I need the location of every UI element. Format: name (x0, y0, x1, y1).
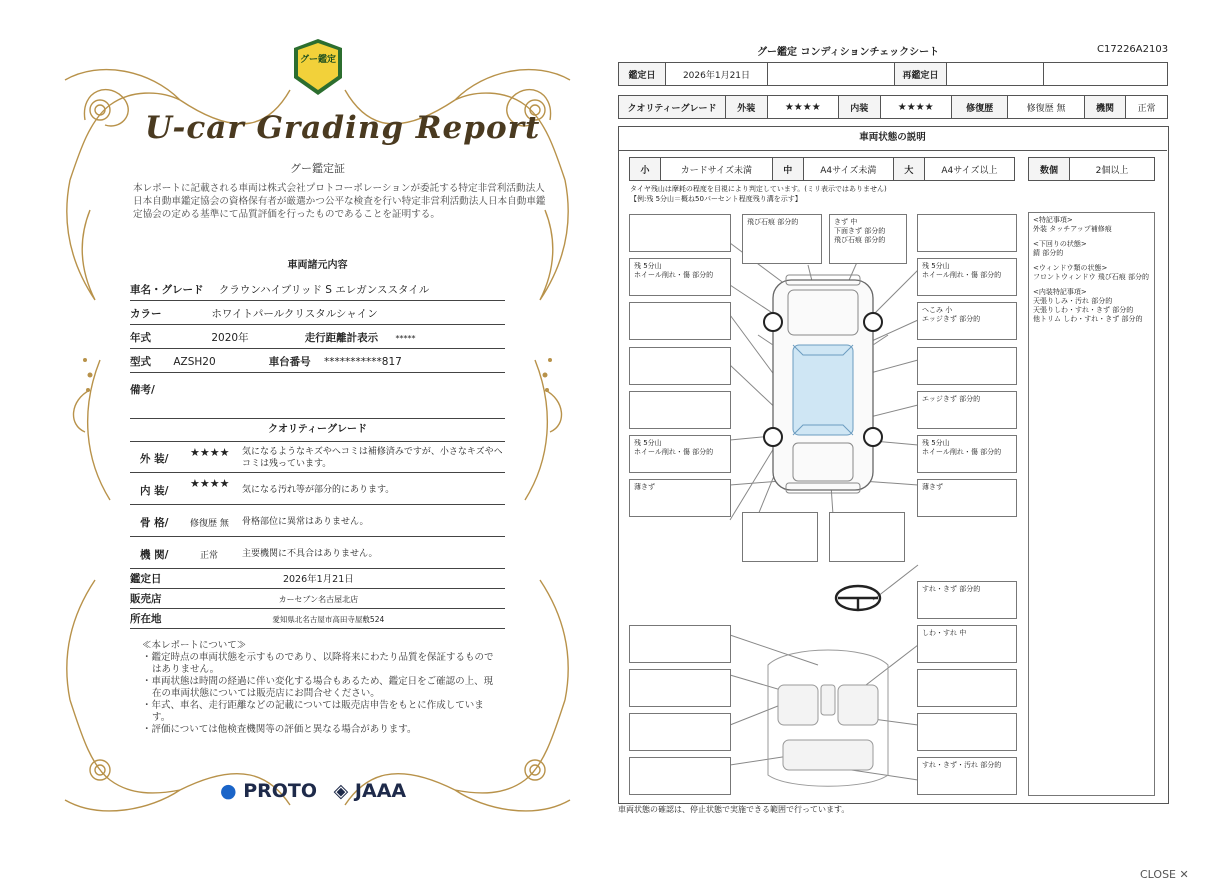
notes-line: 外装 タッチアップ補修痕 (1033, 225, 1112, 233)
damage-box-empty (629, 391, 731, 429)
tire-note: タイヤ残山は摩耗の程度を目視により判定しています。(ミリ表示ではありません) (630, 185, 887, 193)
spec-row-name (130, 280, 505, 301)
notes-heading: <内装特記事項> (1033, 288, 1087, 296)
grade-label: 外 装/ (140, 453, 169, 465)
notes-heading: <下回りの状態> (1033, 240, 1087, 248)
spec-label: 型式 (130, 356, 151, 368)
damage-box-fr-tire (917, 258, 1017, 296)
damage-box-empty (629, 347, 731, 385)
grade-row-engine (130, 538, 505, 569)
grade-stars: ★★★★ (190, 477, 230, 490)
grade-table (618, 95, 1168, 119)
box-line: 薄きず (922, 483, 943, 491)
sheet-footer-note: 車両状態の確認は、停止状態で実施できる範囲で行っています。 (618, 805, 850, 814)
damage-box-rl-tire (629, 435, 731, 473)
box-line: すれ・きず 部分的 (922, 585, 981, 593)
spec-value: ***********817 (324, 356, 402, 368)
spec-value: ***** (395, 334, 416, 343)
spec-label: 年式 (130, 332, 151, 344)
note-item: ・車両状態は時間の経過に伴い変化する場合もあるため、鑑定日をご確認の上、現在の車両状態については販売店にお問合せください。 (142, 676, 494, 699)
sheet-code: C17226A2103 (1097, 44, 1169, 55)
box-line: 残 5分山 (634, 439, 662, 447)
footer-value: 愛知県北名古屋市高田寺屋敷524 (272, 615, 385, 624)
damage-box-right-thin (917, 479, 1017, 517)
close-label: CLOSE (1140, 868, 1177, 881)
legend-desc: 2個以上 (1070, 158, 1155, 181)
report-title: U-car Grading Report (145, 110, 541, 146)
footer-label: 鑑定日 (130, 573, 162, 585)
grade-desc: 主要機関に不具合はありません。 (242, 549, 378, 559)
int-label: 内装 (838, 96, 880, 119)
count-legend (1028, 157, 1155, 181)
box-line: エッジきず 部分的 (922, 395, 981, 403)
spec-label: 備考/ (130, 384, 155, 396)
damage-box-empty (917, 669, 1017, 707)
repair-label: 修復歴 (951, 96, 1008, 119)
spec-value: ホワイトパールクリスタルシャイン (211, 308, 378, 320)
box-line: 残 5分山 (634, 262, 662, 270)
damage-box-seat (917, 625, 1017, 663)
spec-value: 2020年 (211, 332, 249, 344)
special-notes-panel (1028, 212, 1155, 796)
damage-box-empty (629, 214, 731, 252)
grade-label: クオリティーグレード (619, 96, 726, 119)
note-item: ・鑑定時点の車両状態を示すものであり、以降将来にわたり品質を保証するものではありません。 (142, 652, 494, 675)
damage-box-rear-seat (917, 757, 1017, 795)
grade-value: 正常 (200, 551, 219, 561)
notes-line: 他トリム しわ・すれ・きず 部分的 (1033, 315, 1143, 323)
damage-box-empty (917, 214, 1017, 252)
note-item: ・評価については他検査機関等の評価と異なる場合があります。 (142, 724, 417, 735)
repair-value: 修復歴 無 (1008, 96, 1084, 119)
footer-row-dealer (130, 590, 505, 609)
grade-desc: 骨格部位に異常はありません。 (242, 517, 369, 527)
legend-key: 小 (630, 158, 661, 181)
legend-desc: A4サイズ以上 (924, 158, 1014, 181)
grade-row-frame (130, 506, 505, 537)
legend-key: 大 (893, 158, 924, 181)
footer-row-address (130, 610, 505, 629)
spec-row-model (130, 352, 505, 373)
box-line: すれ・きず・汚れ 部分的 (922, 761, 1002, 769)
certificate-subtitle: グー鑑定証 (290, 162, 345, 175)
specs-heading: 車両諸元内容 (287, 260, 348, 271)
spec-label: カラー (130, 308, 162, 320)
grade-desc: 気になるようなキズやヘコミは補修済みですが、小さなキズやヘコミは残っています。 (242, 447, 503, 469)
grade-label: 内 装/ (140, 485, 169, 497)
spec-row-remarks (130, 380, 505, 400)
box-line: 下面きず 部分的 (834, 227, 886, 235)
damage-box-empty (629, 302, 731, 340)
reappraisal-label: 再鑑定日 (895, 63, 947, 86)
box-line: へこみ 小 (922, 306, 953, 314)
damage-box-front (829, 214, 907, 264)
grade-row-exterior (130, 442, 505, 473)
grade-value: 修復歴 無 (190, 519, 229, 529)
damage-box-empty (629, 669, 731, 707)
engine-value: 正常 (1126, 96, 1168, 119)
footer-value: 2026年1月21日 (282, 574, 354, 585)
grading-certificate (40, 30, 595, 830)
damage-box-empty (629, 757, 731, 795)
damage-box-windshield (742, 214, 822, 264)
legend-desc: A4サイズ未満 (803, 158, 893, 181)
jaaa-icon: ◈ (333, 780, 349, 802)
engine-label: 機関 (1084, 96, 1126, 119)
close-icon: ✕ (1179, 868, 1189, 881)
damage-box-right-dent (917, 302, 1017, 340)
box-line: ホイール削れ・傷 部分的 (634, 271, 714, 279)
damage-box-empty (917, 347, 1017, 385)
damage-box-empty (629, 625, 731, 663)
footer-label: 販売店 (130, 593, 162, 605)
damage-box-empty (829, 512, 905, 562)
box-line: 薄きず (634, 483, 655, 491)
legend-desc: カードサイズ未満 (661, 158, 773, 181)
notes-line: フロントウィンドウ 飛び石痕 部分的 (1033, 273, 1150, 281)
size-legend (629, 157, 1015, 181)
grade-stars: ★★★★ (190, 446, 230, 459)
footer-label: 所在地 (130, 613, 162, 625)
ext-stars: ★★★★ (767, 96, 838, 119)
badge-label: グー鑑定 (299, 55, 336, 65)
spec-row-year (130, 328, 505, 349)
grade-heading: クオリティーグレード (130, 418, 505, 442)
damage-box-right-edge (917, 391, 1017, 429)
spec-label: 車名・グレード (130, 284, 204, 296)
damage-box-fl-tire (629, 258, 731, 296)
damage-box-left-thin (629, 479, 731, 517)
box-line: 残 5分山 (922, 439, 950, 447)
box-line: 飛び石痕 部分的 (834, 236, 886, 244)
jaaa-logo: JAAA (354, 780, 407, 802)
grade-label: 機 関/ (140, 549, 169, 561)
notes-heading: <特記事項> (1033, 216, 1073, 224)
notes-heading: <ウィンドウ類の状態> (1033, 264, 1108, 272)
grade-row-interior (130, 474, 505, 505)
box-line: ホイール削れ・傷 部分的 (634, 448, 714, 456)
proto-logo: PROTO (243, 780, 318, 802)
legend-key: 中 (772, 158, 803, 181)
certificate-intro: 本レポートに記載される車両は株式会社プロトコーポレーションが委託する特定非営利活動法人日本自動車鑑定協会の資格保有者が厳選かつ公平な検査を行い特定非営利活動法人日本自動車鑑定協会の定める基準にて品質評価を行ったものであることを証明する。 (133, 183, 546, 220)
goo-appraisal-badge (292, 38, 344, 96)
int-stars: ★★★★ (880, 96, 951, 119)
spec-value: クラウンハイブリッド S エレガンススタイル (218, 284, 430, 296)
damage-box-empty (742, 512, 818, 562)
ext-label: 外装 (726, 96, 768, 119)
damage-box-rr-tire (917, 435, 1017, 473)
box-line: ホイール削れ・傷 部分的 (922, 271, 1002, 279)
sheet-title: グー鑑定 コンディションチェックシート (757, 47, 940, 58)
footer-row-date (130, 570, 505, 589)
damage-box-empty (917, 713, 1017, 751)
spec-label: 走行距離計表示 (304, 332, 379, 344)
notes-title: ≪本レポートについて≫ (142, 640, 247, 651)
damage-box-steering (917, 581, 1017, 619)
close-button[interactable] (1140, 868, 1189, 881)
damage-box-empty (629, 713, 731, 751)
box-line: きず 中 (834, 218, 858, 226)
box-line: ホイール削れ・傷 部分的 (922, 448, 1002, 456)
report-notes (142, 640, 502, 736)
date-label: 鑑定日 (619, 63, 666, 86)
grade-label: 骨 格/ (140, 517, 169, 529)
box-line: エッジきず 部分的 (922, 315, 981, 323)
legend-key: 数個 (1029, 158, 1070, 181)
notes-line: 天張りしみ・汚れ 部分的 (1033, 297, 1113, 305)
date-value: 2026年1月21日 (666, 63, 768, 86)
proto-icon: ● (220, 780, 237, 802)
spec-row-color (130, 304, 505, 325)
box-line: 飛び石痕 部分的 (747, 218, 799, 226)
spec-value: AZSH20 (173, 356, 216, 368)
condition-heading: 車両状態の説明 (618, 126, 1167, 151)
date-table (618, 62, 1168, 86)
grade-desc: 気になる汚れ等が部分的にあります。 (242, 485, 395, 495)
box-line: しわ・すれ 中 (922, 629, 967, 637)
notes-line: 錆 部分的 (1033, 249, 1064, 257)
box-line: 残 5分山 (922, 262, 950, 270)
note-item: ・年式、車名、走行距離などの記載については販売店申告をもとに作成しています。 (142, 700, 484, 723)
tire-note-example: 【例:残 5分山＝概ね50パーセント程度残り溝を示す】 (630, 195, 802, 203)
steering-wheel-icon (836, 586, 880, 610)
notes-line: 天張りしわ・すれ・きず 部分的 (1033, 306, 1134, 314)
footer-value: カーセブン名古屋北店 (278, 595, 359, 604)
logo-row (220, 780, 406, 802)
spec-label: 車台番号 (268, 356, 311, 368)
